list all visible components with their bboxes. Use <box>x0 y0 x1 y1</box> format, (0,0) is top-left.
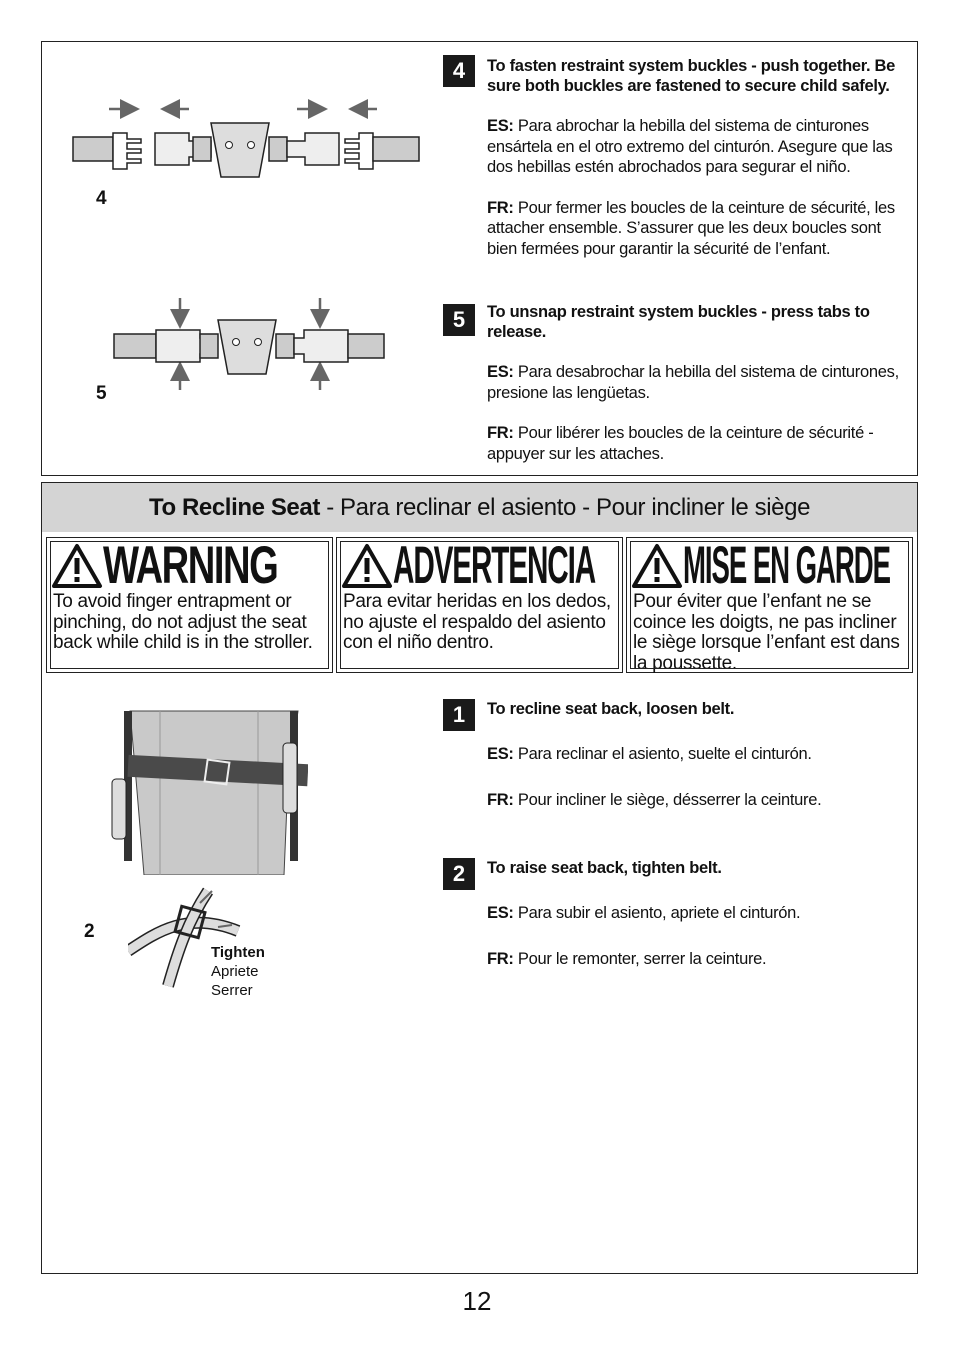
buckle-section <box>41 41 918 476</box>
recline-section <box>41 482 918 1274</box>
warning-triangle-icon <box>341 543 393 589</box>
step-1-es: ES: Para reclinar el asiento, suelte el cinturón. <box>487 745 812 763</box>
step-2-es: ES: Para subir el asiento, apriete el cinturón. <box>487 904 801 922</box>
figure-5-label: 5 <box>96 383 107 404</box>
step-2-badge: 2 <box>443 858 475 890</box>
page-number: 12 <box>462 1286 492 1316</box>
warning-box-fr <box>626 537 913 673</box>
warning-text: To avoid finger entrapment or pinching, do not adjust the seat back while child is in the stroller. <box>53 591 313 653</box>
figure-2-label: 2 <box>84 921 95 942</box>
recline-section-title: To Recline Seat - Para reclinar el asiento - Pour incliner le siège <box>42 483 917 532</box>
step-1-fr: FR: Pour incliner le siège, désserrer la ceinture. <box>487 790 822 809</box>
step-1-badge: 1 <box>443 699 475 731</box>
advertencia-title: ADVERTENCIA <box>393 540 596 592</box>
step-2-instructions <box>487 858 915 969</box>
step-4-instructions <box>487 56 915 259</box>
seat-back-illustration <box>108 709 308 875</box>
mise-en-garde-text: Pour éviter que l’enfant ne se coince les doigts, ne pas incliner le siège lorsque l’enfant est dans la poussette. <box>633 591 900 674</box>
step-2-text: To raise seat back, tighten belt. <box>487 859 722 877</box>
buckle-fasten-illustration <box>67 97 427 197</box>
warning-title: WARNING <box>103 540 278 592</box>
step-5-es: ES: Para desabrochar la hebilla del sistema de cinturones, presione las lengüetas. <box>487 363 899 402</box>
figure-4-label: 4 <box>96 188 107 209</box>
step-4-es: ES: Para abrochar la hebilla del sistema de cinturones ensártela en el otro extremo del cinturón. Asegure que las dos hebillas estén abrochados para segurar el niño. <box>487 117 893 176</box>
buckle-release-illustration <box>110 294 390 394</box>
step-5-fr: FR: Pour libérer les boucles de la ceinture de sécurité - appuyer sur les attaches. <box>487 424 874 463</box>
warning-box-en <box>46 537 333 673</box>
warning-box-es <box>336 537 623 673</box>
step-4-fr: FR: Pour fermer les boucles de la ceinture de sécurité, les attacher ensemble. S’assurer que les deux boucles sont bien fermées pour garantir la sécurité de l’enfant. <box>487 198 895 258</box>
warning-triangle-icon <box>631 543 683 589</box>
step-4-badge: 4 <box>443 55 475 87</box>
step-1-text: To recline seat back, loosen belt. <box>487 700 735 718</box>
step-2-fr: FR: Pour le remonter, serrer la ceinture. <box>487 949 767 968</box>
advertencia-text: Para evitar heridas en los dedos, no ajuste el respaldo del asiento con el niño dentro. <box>343 591 611 653</box>
step-5-text: To unsnap restraint system buckles - press tabs to release. <box>487 303 870 341</box>
warning-triangle-icon <box>51 543 103 589</box>
mise-en-garde-title: MISE EN GARDE <box>683 540 890 592</box>
step-4-text: To fasten restraint system buckles - push together. Be sure both buckles are fastened to secure child safely. <box>487 57 896 95</box>
tighten-label: Tighten Apriete Serrer <box>211 944 265 999</box>
step-5-instructions <box>487 302 915 464</box>
step-5-badge: 5 <box>443 304 475 336</box>
step-1-instructions <box>487 699 915 810</box>
